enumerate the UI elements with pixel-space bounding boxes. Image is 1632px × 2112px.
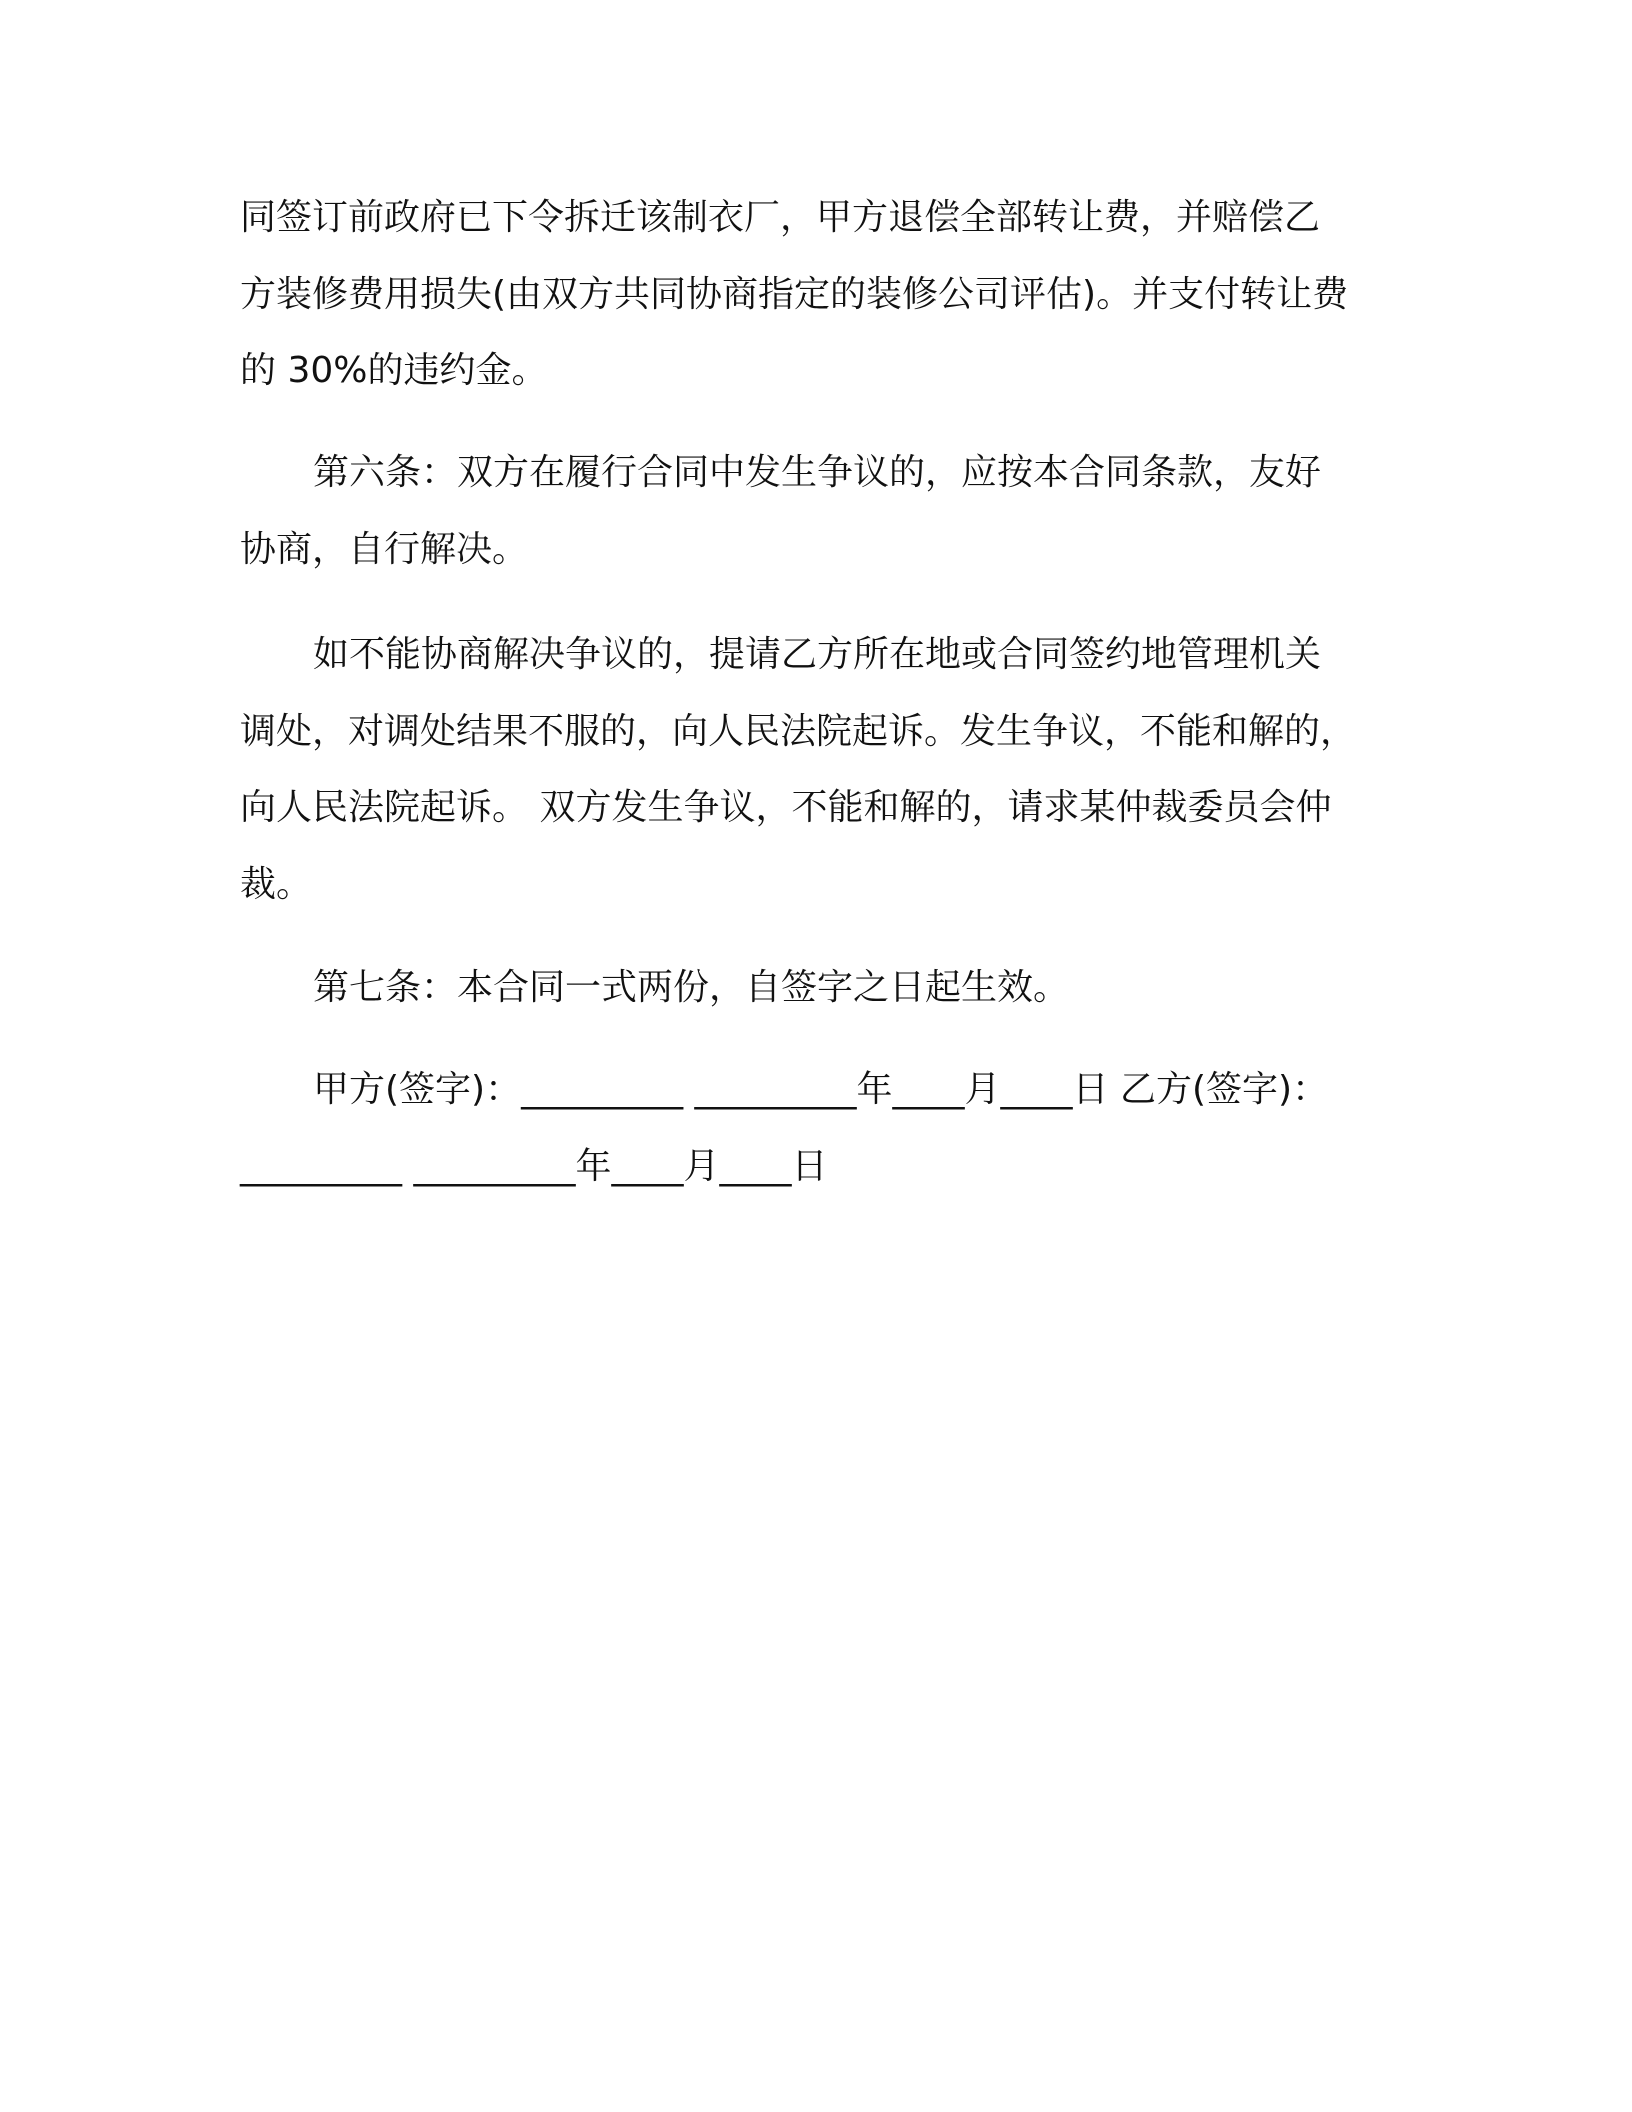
paragraph-line: 如不能协商解决争议的，提请乙方所在地或合同签约地管理机关 xyxy=(313,634,1322,675)
paragraph-line: 调处，对调处结果不服的，向人民法院起诉。发生争议，不能和解的， xyxy=(240,711,1357,752)
article-six-line: 第六条：双方在履行合同中发生争议的，应按本合同条款，友好 xyxy=(313,452,1322,493)
paragraph-line: 裁。 xyxy=(240,864,313,905)
signature-line-party-a: 甲方(签字)：_________ _________年____月____日 乙方(签字)： xyxy=(313,1069,1329,1110)
paragraph-line: 的 30%的违约金。 xyxy=(240,350,548,391)
paragraph-line: 方装修费用损失(由双方共同协商指定的装修公司评估)。并支付转让费 xyxy=(240,274,1349,315)
article-seven-line: 第七条：本合同一式两份，自签字之日起生效。 xyxy=(313,967,1070,1008)
paragraph-line: 同签订前政府已下令拆迁该制衣厂，甲方退偿全部转让费，并赔偿乙 xyxy=(240,197,1321,238)
paragraph-line: 协商，自行解决。 xyxy=(240,529,529,570)
signature-line-party-b-date: _________ _________年____月____日 xyxy=(240,1146,828,1187)
paragraph-line: 向人民法院起诉。 双方发生争议，不能和解的，请求某仲裁委员会仲 xyxy=(240,787,1332,828)
